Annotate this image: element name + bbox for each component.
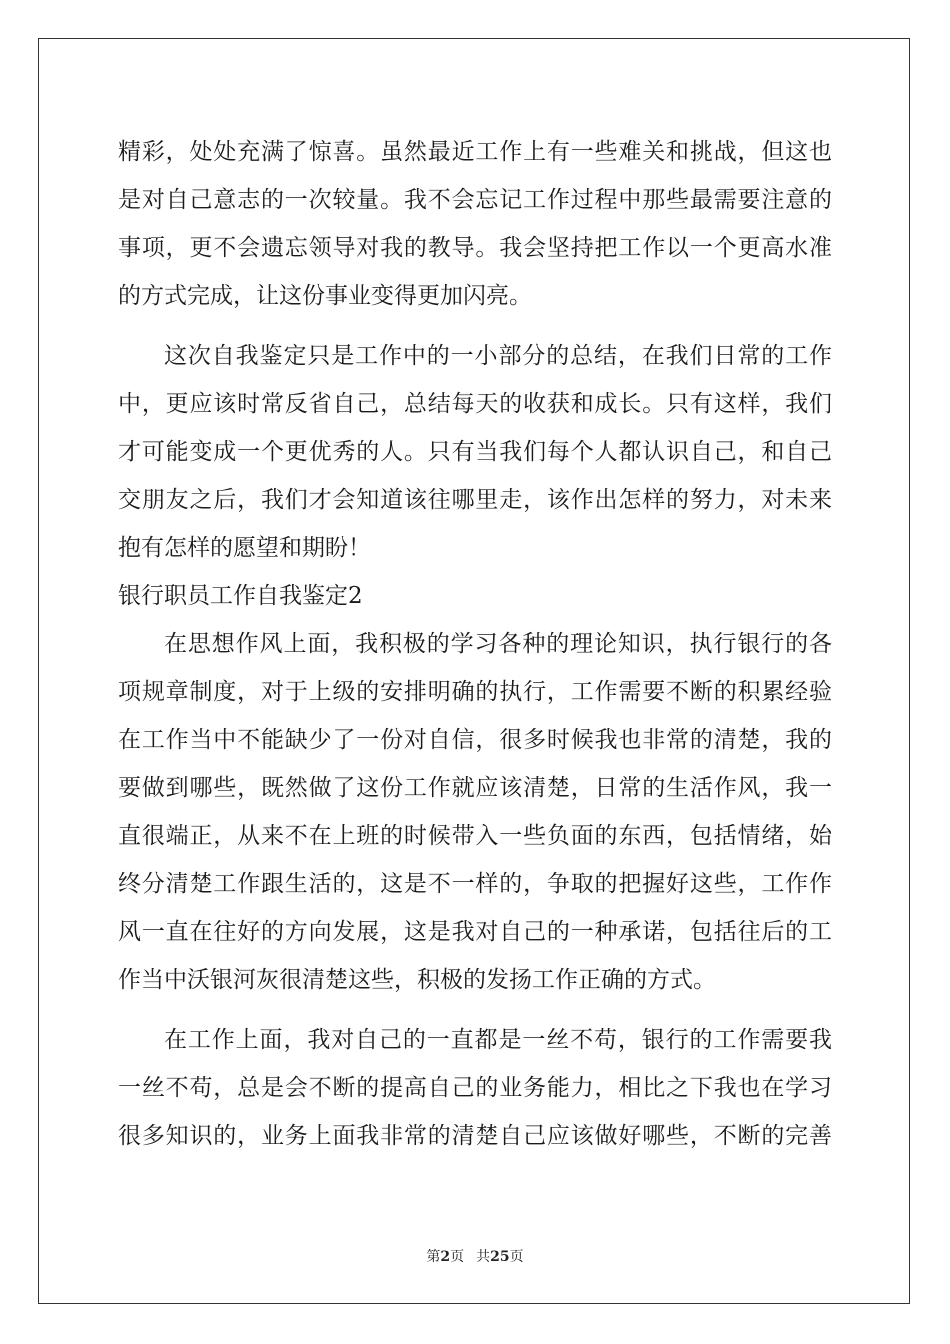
text-line: 项规章制度，对于上级的安排明确的执行，工作需要不断的积累经验 <box>118 679 832 705</box>
text-line: 在思想作风上面，我积极的学习各种的理论知识，执行银行的各 <box>164 631 832 657</box>
total-unit: 页 <box>509 1249 524 1265</box>
paragraph-3 <box>118 620 832 1004</box>
text-line: 在工作上面，我对自己的一直都是一丝不苟，银行的工作需要我 <box>164 1027 832 1053</box>
paragraph-4 <box>118 1016 832 1160</box>
text-line: 作当中沃银河灰很清楚这些，积极的发扬工作正确的方式。 <box>118 967 716 993</box>
text-line: 才可能变成一个更优秀的人。只有当我们每个人都认识自己，和自己 <box>118 439 832 465</box>
text-line: 的方式完成，让这份事业变得更加闪亮。 <box>118 283 532 309</box>
text-line: 直很端正，从来不在上班的时候带入一些负面的东西，包括情绪，始 <box>118 823 832 849</box>
text-line: 很多知识的，业务上面我非常的清楚自己应该做好哪些，不断的完善 <box>118 1123 832 1149</box>
current-page-number: 2 <box>440 1249 451 1265</box>
page-unit: 页 <box>450 1249 465 1265</box>
text-line: 交朋友之后，我们才会知道该往哪里走，该作出怎样的努力，对未来 <box>118 487 832 513</box>
text-line: 抱有怎样的愿望和期盼！ <box>118 535 371 561</box>
total-page-count: 25 <box>490 1249 510 1265</box>
total-prefix: 共 <box>476 1249 491 1265</box>
text-line: 事项，更不会遗忘领导对我的教导。我会坚持把工作以一个更高水准 <box>118 235 832 261</box>
page-prefix: 第 <box>426 1249 441 1265</box>
text-line: 要做到哪些，既然做了这份工作就应该清楚，日常的生活作风，我一 <box>118 775 832 801</box>
text-line: 风一直在往好的方向发展，这是我对自己的一种承诺，包括往后的工 <box>118 919 832 945</box>
paragraph-1 <box>118 128 832 320</box>
page-footer <box>0 1246 950 1266</box>
document-body <box>118 128 832 1160</box>
text-line: 中，更应该时常反省自己，总结每天的收获和成长。只有这样，我们 <box>118 391 832 417</box>
section-heading: 银行职员工作自我鉴定2 <box>118 583 363 609</box>
text-line: 在工作当中不能缺少了一份对自信，很多时候我也非常的清楚，我的 <box>118 727 832 753</box>
text-line: 精彩，处处充满了惊喜。虽然最近工作上有一些难关和挑战，但这也 <box>118 139 832 165</box>
paragraph-2 <box>118 332 832 572</box>
text-line: 终分清楚工作跟生活的，这是不一样的，争取的把握好这些，工作作 <box>118 871 832 897</box>
text-line: 这次自我鉴定只是工作中的一小部分的总结，在我们日常的工作 <box>164 343 832 369</box>
text-line: 一丝不苟，总是会不断的提高自己的业务能力，相比之下我也在学习 <box>118 1075 832 1101</box>
text-line: 是对自己意志的一次较量。我不会忘记工作过程中那些最需要注意的 <box>118 187 832 213</box>
